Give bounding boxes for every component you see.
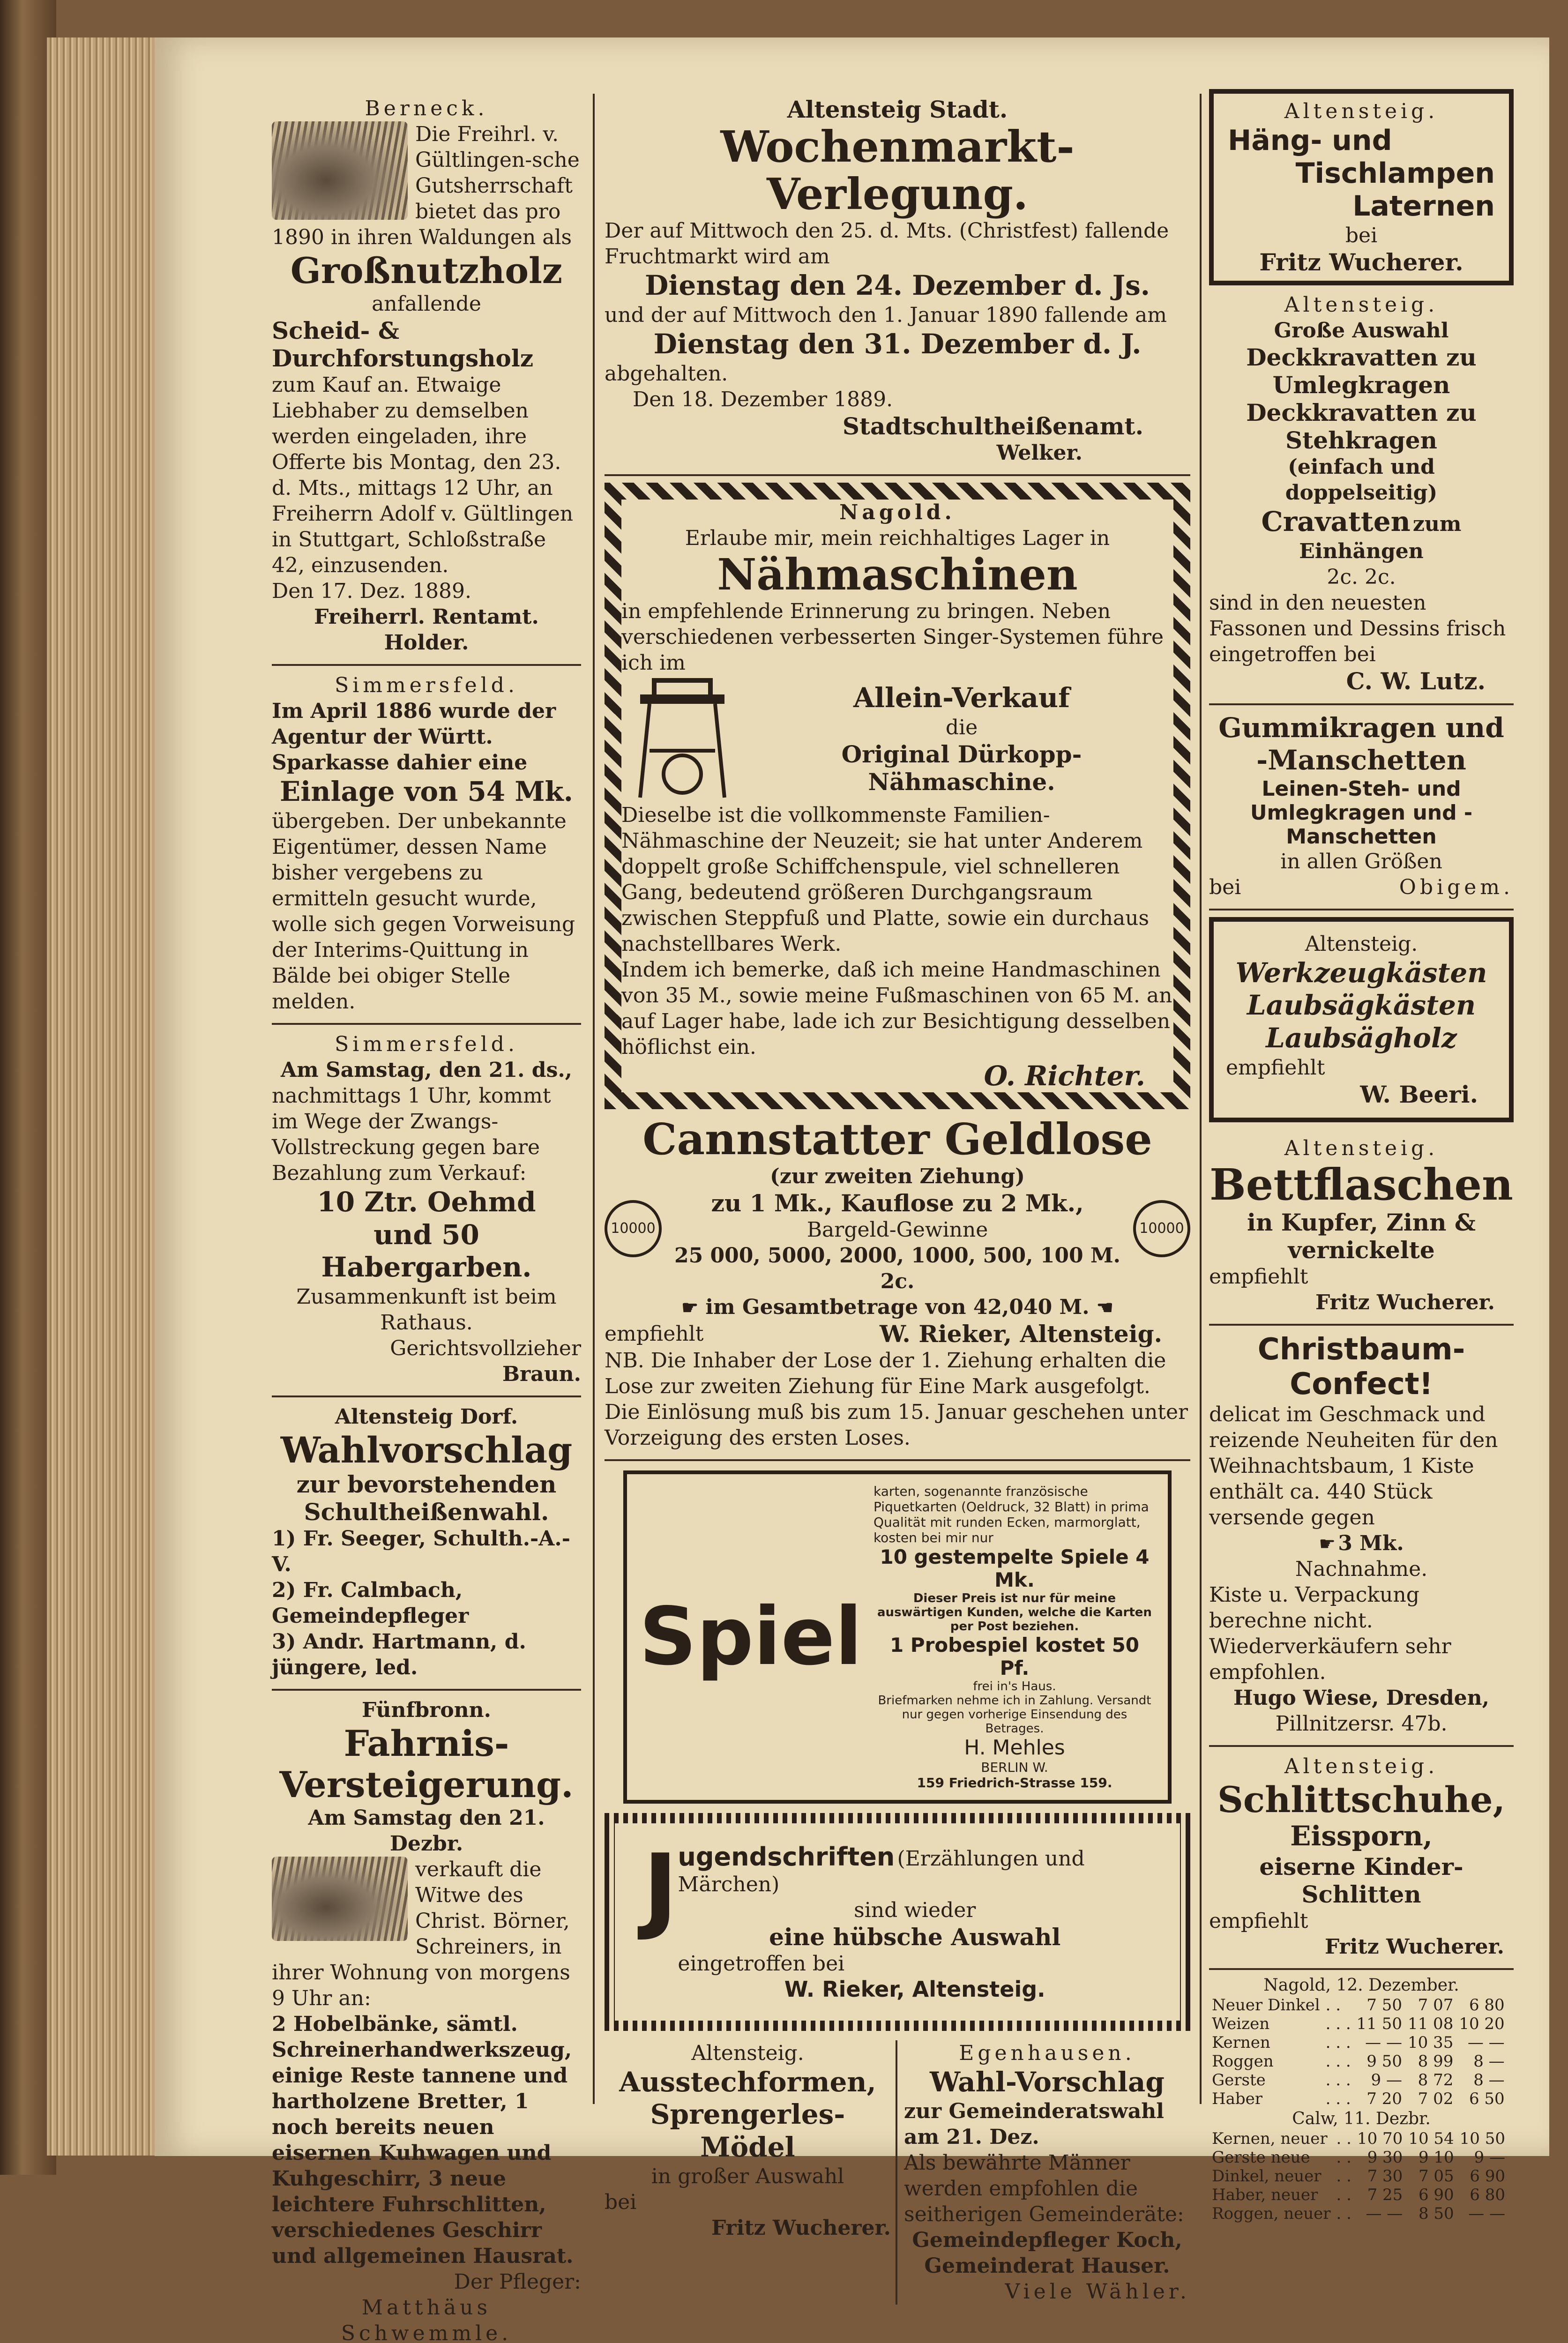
price-cell: . . [1336, 2148, 1351, 2167]
l1: in allen Größen [1280, 849, 1442, 873]
date: Den 18. Dezember 1889. [633, 387, 893, 411]
pointing-hand-icon: ☛ [1319, 1533, 1336, 1555]
n1: H. Mehles [964, 1735, 1065, 1760]
body2: und der auf Mittwoch den 1. Januar 1890 fallende am [605, 303, 1167, 327]
title1: 10 Ztr. Oehmd [317, 1186, 536, 1218]
price-cell: 7 05 [1418, 2166, 1454, 2186]
body1: Im April 1886 wurde der Agentur der Württ. Sparkasse dahier eine [272, 699, 556, 775]
price-cell: 6 90 [1418, 2185, 1454, 2204]
price-cell: 9 50 [1366, 2052, 1402, 2071]
price-cell: 8 99 [1418, 2052, 1454, 2071]
place: Altensteig Stadt. [787, 96, 1008, 123]
price-cell: 10 50 [1459, 2129, 1505, 2148]
price-cell: 7 30 [1367, 2166, 1403, 2186]
place: Altensteig Dorf. [335, 1404, 518, 1429]
title: Großnutzholz [290, 250, 563, 291]
place: Altensteig. [1284, 1754, 1439, 1778]
forest-illustration [272, 121, 408, 220]
ad-simmersfeld-einlage [272, 666, 581, 1025]
sig2: Holder. [384, 631, 469, 655]
price-cell: . . . [1325, 2033, 1351, 2052]
ad-ausstechformen [605, 2040, 897, 2305]
sig: Fritz Wucherer. [1315, 1290, 1495, 1314]
price-cell: 9 30 [1367, 2148, 1403, 2167]
candidate-3: 3) Andr. Hartmann, d. jüngere, led. [272, 1630, 526, 1680]
title: Wahl-Vorschlag [930, 2066, 1165, 2098]
l2: Laubsägkästen [1247, 989, 1476, 1022]
sig2: Braun. [502, 1362, 581, 1386]
body: Als bewährte Männer werden empfohlen die seitherigen Gemeinderäte: [904, 2151, 1184, 2227]
ad-kravatten [1209, 285, 1514, 705]
date: Den 17. Dez. 1889. [272, 579, 472, 604]
price-row [1209, 2129, 1508, 2148]
body3: Indem ich bemerke, daß ich meine Handmaschinen von 35 M., sowie meine Fußmaschinen von 65 M. an auf Lager habe, lade ich zur Besichtigung desselben höflichst ein. [621, 957, 1172, 1059]
bottom-row [605, 2040, 1190, 2305]
price-row [1209, 2052, 1508, 2071]
body3: abgehalten. [605, 361, 728, 386]
g1: Bargeld-Gewinne [806, 1217, 988, 1242]
obigem: Obigem. [1399, 875, 1514, 899]
ad-spielkarten [623, 1470, 1172, 1804]
sig: Fritz Wucherer. [1324, 1934, 1504, 1959]
price-cell: 8 50 [1418, 2204, 1454, 2223]
price-row [1209, 2071, 1508, 2089]
l1: in großer Auswahl [651, 2164, 844, 2189]
place: Altensteig. [1284, 1136, 1439, 1160]
candidate-2: 2) Fr. Calmbach, Gemeindepfleger [272, 1578, 469, 1628]
body: zum Kauf an. Etwaige Liebhaber zu demselben werden eingeladen, ihre Offerte bis Montag, den 23. d. Mts., mittags 12 Uhr, an Freiherrn Adolf v. Gültlingen in Stuttgart, Schloßstraße 42, einzusenden. [272, 373, 574, 578]
l3: eingetroffen bei [678, 1951, 845, 1976]
price-table [1209, 1970, 1514, 2223]
price: 3 Mk. [1338, 1531, 1404, 1555]
emp: empfiehlt [1226, 1055, 1325, 1080]
sig: W. Beeri. [1360, 1080, 1478, 1108]
emp: empfiehlt [605, 1321, 704, 1346]
price-cell: 7 50 [1366, 1995, 1402, 2015]
bei: bei [605, 2190, 637, 2215]
place: Simmersfeld. [335, 673, 518, 698]
price-row [1209, 2204, 1508, 2223]
l5: frei in's Haus. [973, 1679, 1056, 1694]
price-row [1209, 2033, 1508, 2052]
price-cell: 10 70 [1357, 2129, 1403, 2148]
column-3 [1209, 89, 1514, 2223]
l1: Werkzeugkästen [1235, 956, 1487, 989]
price-cell: 7 20 [1366, 2089, 1402, 2108]
price-cell: 6 80 [1469, 1995, 1505, 2015]
l1: sind wieder [854, 1898, 976, 1922]
l2: eine hübsche Auswahl [769, 1923, 1061, 1951]
t3: Leinen-Steh- und Umlegkragen und -Manschetten [1250, 776, 1473, 849]
body1: verkauft die Witwe des Christ. Börner, Schreiners, in ihrer Wohnung von morgens 9 Uhr an: [272, 1857, 570, 2010]
t1: Große Auswahl [1274, 319, 1449, 343]
title: Nähmaschinen [717, 549, 1078, 600]
price-cell: 9 — [1371, 2070, 1402, 2089]
l1: karten, sogenannte französische Piquetkarten (Oeldruck, 32 Blatt) in prima Qualität mit runden Ecken, marmorglatt, kosten bei mir nur [873, 1483, 1149, 1545]
title: Bettflaschen [1210, 1159, 1513, 1210]
date-1: Dienstag den 24. Dezember d. Js. [645, 269, 1150, 302]
price-table-calw [1209, 2129, 1508, 2223]
price-cell: Haber, neuer [1212, 2185, 1318, 2204]
body2: Dieselbe ist die vollkommenste Familien-Nähmaschine der Neuzeit; sie hat unter Anderem doppelt große Schiffchenspule, viel schnelleren Gang, bedeutend größeren Durchgangsraum zwischen Steppfuß und Platte, sowie ein durchaus nachstellbares Werk. [621, 803, 1150, 956]
price-cell: Neuer Dinkel [1212, 1995, 1320, 2015]
t4: (einfach und doppelseitig) [1285, 455, 1438, 505]
t1: Ausstechformen, [619, 2066, 876, 2098]
price-cell: Roggen, neuer [1212, 2204, 1331, 2223]
t5: Cravatten [1261, 506, 1411, 537]
t3: eiserne Kinder-Schlitten [1259, 1852, 1463, 1908]
c2: Gemeinderat Hauser. [924, 2254, 1170, 2278]
price-cell: 9 — [1474, 2148, 1505, 2167]
bei: bei [1345, 224, 1378, 247]
price-cell: 7 25 [1367, 2185, 1403, 2204]
coin-right: 10000 [1133, 1200, 1190, 1257]
sub2: zu 1 Mk., Kauflose zu 2 Mk., [711, 1189, 1084, 1217]
l1: Häng- und [1228, 124, 1392, 157]
body2: übergeben. Der unbekannte Eigentümer, dessen Name bisher vergebens zu ermitteln gesucht wurde, wolle sich gegen Vorweisung der Interims-Quittung in Bälde bei obiger Stelle melden. [272, 809, 575, 1014]
price-cell: . . . [1325, 2014, 1351, 2033]
l3: Laubsägholz [1266, 1022, 1457, 1054]
price-cell: 10 35 [1407, 2033, 1454, 2052]
price-cell: — — [1365, 2033, 1402, 2052]
ad-werkzeug [1209, 917, 1514, 1122]
place: Altensteig. [1305, 932, 1418, 956]
price-cell: . . . [1325, 2070, 1351, 2089]
paren: (Erzählungen und Märchen) [678, 1846, 1085, 1896]
price-cell: . . . [1325, 2052, 1351, 2071]
line1: Am Samstag den 21. Dezbr. [308, 1806, 545, 1856]
big: Spiel [639, 1590, 862, 1684]
body2: 2 Hobelbänke, sämtl. Schreinerhandwerkszeug, einige Reste tannene und hartholzene Bretter, 1 noch bereits neuen eisernen Kuhwagen und Kuhgeschirr, 3 neue leichtere Fuhrschlitten, verschiedenes Geschirr und allgemeinen Hausrat. [272, 2012, 574, 2268]
price-cell: 6 80 [1470, 2185, 1505, 2204]
price-cell: 9 10 [1418, 2148, 1454, 2167]
place: Nagold. [839, 500, 956, 524]
price-cell: Kernen [1212, 2033, 1270, 2052]
place: Simmersfeld. [335, 1032, 518, 1056]
title: Einlage von 54 Mk. [280, 776, 573, 808]
price-cell: 7 07 [1418, 1995, 1454, 2015]
place: Altensteig. [691, 2041, 804, 2065]
candidate-1: 1) Fr. Seeger, Schulth.-A.-V. [272, 1527, 571, 1577]
ad-wochenmarkt [605, 89, 1190, 476]
sig2: Pillnitzersr. 47b. [1275, 1711, 1448, 1736]
emp: empfiehlt [1209, 1264, 1308, 1289]
title: Christbaum-Confect! [1257, 1332, 1465, 1402]
sig: Fritz Wucherer. [1259, 248, 1463, 276]
sub2: Scheid- & Durchforstungsholz [272, 317, 534, 373]
t5b: zum Einhängen [1299, 512, 1462, 563]
pointing-hand-icon: ☚ [1096, 1296, 1113, 1319]
sig1: Freiherrl. Rentamt. [314, 605, 539, 629]
emp: empfiehlt [1209, 1909, 1308, 1933]
place: Berneck. [365, 97, 488, 120]
g3: im Gesamtbetrage von 42,040 M. [705, 1295, 1090, 1319]
title2: Allein-Verkauf [853, 682, 1070, 714]
sub1: anfallende [372, 292, 481, 316]
sig2: Matthäus Schwemmle. [341, 2295, 512, 2343]
price-cell: 6 50 [1469, 2089, 1505, 2108]
coin-left: 10000 [605, 1200, 662, 1257]
l3: Dieser Preis ist nur für meine auswärtigen Kunden, welche die Karten per Post beziehen. [877, 1591, 1152, 1634]
sig: O. Richter. [984, 1060, 1145, 1092]
ad-lampen [1209, 89, 1514, 285]
ad-geldlose [605, 1109, 1190, 1461]
price-cell: Weizen [1212, 2014, 1270, 2033]
title: Wahlvorschlag [280, 1429, 573, 1471]
sig1: Stadtschultheißenamt. [842, 412, 1143, 440]
page-edges [47, 37, 155, 2156]
c1: Gemeindepfleger Koch, [912, 2228, 1182, 2253]
price-cell: 10 20 [1459, 2014, 1505, 2033]
price-cell: — — [1468, 2204, 1505, 2223]
date-2: Dienstag den 31. Dezember d. J. [653, 328, 1142, 360]
price-cell: Kernen, neuer [1212, 2129, 1328, 2148]
place: Altensteig. [1284, 99, 1439, 123]
price-cell: 7 02 [1418, 2089, 1454, 2108]
price-cell: 8 — [1473, 2052, 1505, 2071]
pointing-hand-icon: ☛ [681, 1296, 699, 1319]
sub: zur bevorstehenden Schultheißenwahl. [296, 1470, 557, 1526]
ad-bereneck [272, 89, 581, 666]
J: J [643, 1834, 678, 1943]
price-row [1209, 2186, 1508, 2204]
price-table-nagold [1209, 1996, 1508, 2108]
t2: Eissporn, [1290, 1820, 1433, 1852]
ad-egenhausen [897, 2040, 1190, 2305]
l2: Tischlampen [1295, 157, 1495, 190]
sig1: Der Pfleger: [454, 2269, 581, 2294]
ad-bettflaschen [1209, 1129, 1514, 1326]
sig: Viele Wähler. [1005, 2280, 1190, 2304]
intro: Die Freihrl. v. Gültlingen-sche Gutsherrschaft bietet das pro 1890 in ihren Waldungen als [272, 122, 580, 249]
t2: Sprengerles-Mödel [650, 2098, 845, 2163]
price-cell: Dinkel, neuer [1212, 2166, 1322, 2186]
ad-naehmaschinen [605, 483, 1190, 1110]
sub: in Kupfer, Zinn & vernickelte [1247, 1208, 1476, 1264]
title: Fahrnis-Versteigerung. [279, 1723, 574, 1806]
t2: -Manschetten [1256, 744, 1466, 776]
l4: 1 Probespiel kostet 50 Pf. [889, 1633, 1140, 1679]
price-row [1209, 2148, 1508, 2167]
column-rule-1 [593, 94, 595, 2104]
ad-jugendschriften [605, 1813, 1190, 2031]
g2: 25 000, 5000, 2000, 1000, 500, 100 M. 2c. [674, 1243, 1120, 1293]
place: Altensteig. [1284, 293, 1439, 317]
body: sind in den neuesten Fassonen und Dessins frisch eingetroffen bei [1209, 590, 1506, 666]
sig2: Welker. [996, 440, 1083, 465]
price-cell: . . [1336, 2129, 1351, 2148]
price-row [1209, 2089, 1508, 2108]
price-cell: Gerste neue [1212, 2148, 1310, 2167]
price-cell: Haber [1212, 2089, 1263, 2108]
price-cell: Gerste [1212, 2070, 1266, 2089]
sub: zur Gemeinderatswahl am 21. Dez. [904, 2099, 1164, 2149]
price-cell: 11 08 [1407, 2014, 1454, 2033]
sig: W. Rieker, Altensteig. [784, 1976, 1045, 2002]
nach: Nachnahme. [1295, 1557, 1428, 1581]
sig1: Gerichtsvollzieher [390, 1336, 581, 1360]
title: Wochenmarkt-Verlegung. [720, 121, 1075, 220]
ad-schlittschuhe [1209, 1747, 1514, 1970]
body2: Zusammenkunft ist beim Rathaus. [296, 1284, 557, 1335]
t3: Deckkravatten zu Stehkragen [1246, 399, 1477, 454]
sig: C. W. Lutz. [1346, 667, 1486, 695]
price-header-calw: Calw, 11. Dezbr. [1292, 2109, 1431, 2128]
price-cell: . . . [1325, 2089, 1351, 2108]
price-cell: 11 50 [1356, 2014, 1402, 2033]
ad-gummikragen [1209, 705, 1514, 910]
die: die [945, 716, 978, 740]
t1: Schlittschuhe, [1217, 1778, 1505, 1821]
sig1: Hugo Wiese, Dresden, [1233, 1686, 1489, 1710]
sub1: (zur zweiten Ziehung) [770, 1164, 1025, 1188]
price-row [1209, 1996, 1508, 2015]
newspaper-page [155, 37, 1549, 2343]
price-cell: — — [1366, 2204, 1403, 2223]
body2: Kiste u. Verpackung berechne nicht. Wiederverkäufern sehr empfohlen. [1209, 1582, 1451, 1684]
column-rule-2 [1200, 94, 1202, 2104]
price-cell: . . [1336, 2204, 1351, 2223]
t6: 2c. 2c. [1327, 565, 1396, 589]
ad-christbaum [1209, 1326, 1514, 1747]
place: Egenhausen. [959, 2041, 1135, 2065]
auction-illustration [272, 1857, 408, 1941]
price-cell: 8 72 [1418, 2070, 1454, 2089]
body1: Der auf Mittwoch den 25. d. Mts. (Christfest) fallende Fruchtmarkt wird am [605, 219, 1169, 269]
sig: Fritz Wucherer. [711, 2216, 891, 2240]
n3: 159 Friedrich-Strasse 159. [917, 1775, 1113, 1791]
intro: Erlaube mir, mein reichhaltiges Lager in [685, 526, 1110, 550]
sewing-machine-illustration [621, 676, 743, 802]
price-cell: . . [1336, 2166, 1351, 2186]
t1: Gummikragen und [1218, 711, 1504, 744]
price-row [1209, 2167, 1508, 2186]
l3: Laternen [1352, 190, 1495, 223]
l6: Briefmarken nehme ich in Zahlung. Versandt nur gegen vorherige Einsendung des Betrages. [878, 1693, 1151, 1736]
title2: und 50 Habergarben. [321, 1218, 532, 1283]
column-1 [272, 89, 581, 2343]
price-cell: 8 — [1473, 2070, 1505, 2089]
price-cell: 6 90 [1470, 2166, 1505, 2186]
line1: Am Samstag, den 21. ds., [281, 1058, 572, 1082]
body1: nachmittags 1 Uhr, kommt im Wege der Zwangs-Vollstreckung gegen bare Bezahlung zum Verkauf: [272, 1083, 551, 1185]
price-cell: 10 54 [1408, 2129, 1454, 2148]
title3: Original Dürkopp-Nähmaschine. [841, 740, 1082, 796]
n2: BERLIN W. [981, 1759, 1048, 1775]
ad-fahrnis [272, 1691, 581, 2343]
body1: in empfehlende Erinnerung zu bringen. Neben verschiedenen verbesserten Singer-Systemen führe ich im [621, 599, 1164, 675]
bei: bei [1209, 875, 1241, 899]
column-2 [605, 89, 1190, 2305]
title: Cannstatter Geldlose [642, 1114, 1152, 1165]
title: ugendschriften [678, 1842, 895, 1872]
price-header-nagold: Nagold, 12. Dezember. [1263, 1975, 1459, 1995]
price-cell: Roggen [1212, 2052, 1274, 2071]
sig: W. Rieker, Altensteig. [880, 1320, 1162, 1348]
l2: 10 gestempelte Spiele 4 Mk. [880, 1545, 1150, 1591]
ad-wahlvorschlag [272, 1397, 581, 1691]
place: Fünfbronn. [362, 1698, 491, 1723]
price-cell: . . [1336, 2185, 1351, 2204]
price-row [1209, 2015, 1508, 2033]
nb: NB. Die Inhaber der Lose der 1. Ziehung erhalten die Lose zur zweiten Ziehung für Eine Mark ausgefolgt. Die Einlösung muß bis zum 15. Januar geschehen unter Vorzeigung des ersten Loses. [605, 1348, 1188, 1450]
t2: Deckkravatten zu Umlegkragen [1246, 343, 1477, 399]
body1: delicat im Geschmack und reizende Neuheiten für den Weihnachtsbaum, 1 Kiste enthält ca. 440 Stück versende gegen [1209, 1402, 1498, 1530]
ad-simmersfeld-verkauf [272, 1025, 581, 1397]
price-cell: — — [1467, 2033, 1505, 2052]
price-cell: . . [1325, 1995, 1341, 2015]
